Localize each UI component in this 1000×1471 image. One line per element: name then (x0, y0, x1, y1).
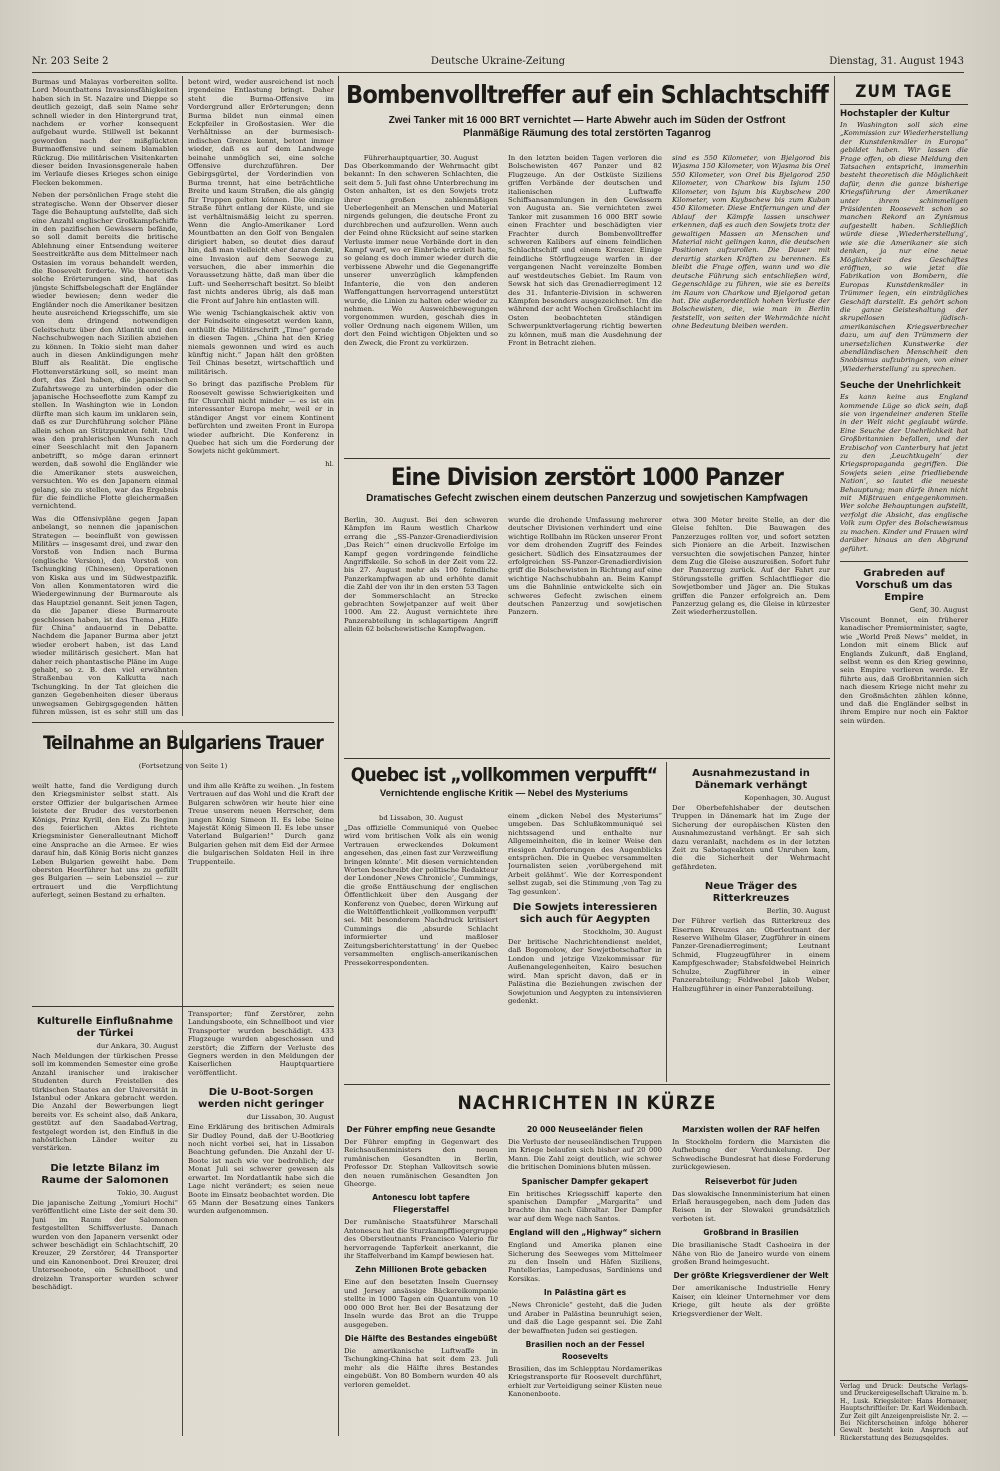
news-headline: Großbrand in Brasilien (703, 1228, 799, 1238)
article-text: In den letzten beiden Tagen verloren die Bolschewisten 467 Panzer und 82 Flugzeuge. An der Ostküste Siziliens griffen Verbände der deutschen und italienischen Luftwaffe Schiffsansammlungen in den Gewässern von Augusta an. Sie vernichteten zwei Tanker mit zusammen 16 000 BRT sowie einen Frachter und beschädigten vier Frachter durch Bombenvolltreffer schweren Kalibers auf einem feindlichen Schlachtschiff und einem Kreuzer. Einige feindliche Störflugzeuge warfen in der vergangenen Nacht vereinzelte Bomben auf westdeutsches Gebiet. Im Raum von Sewsk hat sich das Grenadierregiment 12 des 31. Infanterie-Division in schweren Kämpfen besonders ausgezeichnet. Um die während der acht Wochen Großschlacht im Osten beobachteten ständigen Schwerpunktverlagerung richtig bewerten zu können, muß man die Ausdehnung der Front in Betracht ziehen. (508, 154, 662, 347)
article-text: Wie wenig Tschiangkaischek aktiv von der Feindseite eingesetzt werden kann, enthüllt die Militärschrift „Time“ gerade in diesen Tagen. „China hat den Krieg niemals gewonnen und wird es auch künftig nicht.“ Japan hält den größten Teil Chinas besetzt, wirtschaftlich und militärisch. (188, 308, 334, 376)
article-text: Berlin, 30. August. Bei den schweren Kämpfen im Raum westlich Charkow errang die „SS-Panzer-Grenadierdivision ‚Das Reich‘“ einen druckvolle Erfolge im Kampf gegen vordringende feindliche Angriffskeile. So schoß in der Zeit vom 22. bis 27. August mehr als 100 feindliche Panzerkampfwagen ab und erhöhte damit die Zahl der von ihr in den ersten 53 Tagen der Sommerschlacht an Strecke gebrachten Sowjetpanzer auf weit über 1000. Am 22. August vernichtete ihre Panzerabteilung in schlagartigem Angriff allein 62 bolschewistische Kampfwagen. (344, 516, 498, 634)
section-rule (344, 458, 830, 459)
uboot-headline: Die U-Boot-Sorgen werden nicht geringer (198, 1087, 324, 1111)
column-divider (182, 76, 183, 716)
news-headline: In Palästina gärt es (543, 1288, 627, 1298)
news-headline: Antonescu lobt tapfere Fliegerstaffel (372, 1193, 470, 1215)
article-text: Die Verluste der neuseeländischen Truppen im Kriege belaufen sich bisher auf 20 000 Mann. Die Zahl zeigt deutlich, wie schwer die britischen Dominions bluten müssen. (508, 1138, 662, 1172)
section-rule (32, 722, 334, 723)
article-text: wurde die drohende Umfassung mehrerer deutscher Divisionen verhindert und eine wichtige Rollbahn im Rücken unserer Front vor dem drohenden Zugriff des Feindes gesichert. Südlich des Einsatzraumes der erfolgreichen SS-Panzer-Grenadierdivision griff die Bolschewisten in Richtung auf eine wichtige Nachschubbahn an. Beim Kampf um die Bahnlinie entwickelte sich ein schweres Gefecht zwischen einem deutschen Panzerzug und sowjetischen Panzern. (508, 516, 662, 617)
section-rule (344, 758, 830, 759)
bulgaria-col-2 (188, 782, 334, 1004)
column-2-lower (188, 1010, 334, 1436)
bulgaria-headline-block (32, 726, 334, 780)
news-brief-headline: NACHRICHTEN IN KÜRZE (457, 1092, 717, 1114)
article-text: betont wird, weder ausreichend ist noch irgendeine Entlastung bringt. Daher steht die Burma-Offensive im Vordergrund aller Erörterungen; denn Burma bildet nun einmal einen Eckpfeiler in Großostasien. Wer die Verhältnisse an der burmesisch-indischen Grenze kennt, betont immer wieder, daß es auf dem Landwege beinahe unmöglich sei, eine solche Offensive durchzuführen. Der Gebirgsgürtel, der Vorderindien von Burma trennt, hat eine beträchtliche Breite und kaum Straßen, die als gängig für Truppen gelten können. Die einzige Straße führt entlang der Küste, und sie ist verhältnismäßig leicht zu sperren. Wenn die Anglo-Amerikaner Lord Mountbatten an den Golf von Bengalen dirigiert haben, so deutet dies darauf hin, daß man vielleicht eher daran denkt, eine Invasion auf dem Seewege zu versuchen, die aber immerhin die Voraussetzung hätte, daß man über die Luft- und Seeherrschaft besitzt. So bleibt fast nichts anderes übrig, als daß man die Front auf Jahre hin entlasten will. (188, 78, 334, 305)
section-rule (32, 1006, 334, 1007)
paper-name: Deutsche Ukraine-Zeitung (430, 56, 566, 67)
lead-subheadline: Zwei Tanker mit 16 000 BRT vernichtet — Harte Abwehr auch im Süden der Ostfront (388, 115, 786, 126)
article-text: Der rumänische Staatsführer Marschall Antonescu hat die Sturzkampffliegergruppe des Oberstleutnants Francisco Valerio für hervorragende Tapferkeit anerkannt, die ihr Staffelverband im Kampf bewiesen hat. (344, 1218, 498, 1261)
article-text: weilt hatte, fand die Verdigung durch den Kriegsminister selbst statt. Als erster Offizier der bulgarischen Armee leistete der Bruder des verstorbenen Königs, Prinz Kyrill, den Eid. Zu Beginn des feierlichen Aktes richtete Kriegsminister Generalleutnant Michoff eine Ansprache an die Armee. Er wies darauf hin, daß König Boris nicht ganzes Leben Bulgarien geweiht habe. Dem obersten Heerführer hat uns zu gefüllt ges Bulgarien — sein Lebensziel — zur ertrauert und die Verpflichtung auferlegt, seinen Bestand zu erhalten. (32, 782, 178, 900)
news-headline: Brasilien noch an der Fessel Roosevelts (525, 1339, 645, 1361)
dateline: Berlin, 30. August (766, 907, 830, 916)
article-text: England und Amerika planen eine Sicherung des Seeweges vom Mittelmeer zu den Inseln und Häfen Siziliens, Pantellerias, Lampedusas, Sardiniens und Korsikas. (508, 1241, 662, 1283)
dateline: Genf, 30. August (909, 605, 968, 614)
bulgaria-subline: (Fortsetzung von Seite 1) (138, 762, 228, 770)
dateline: bd Lissabon, 30. August (378, 814, 464, 822)
article-text: „News Chronicle“ gesteht, daß die Juden und Araber in Palästina beunruhigt seien, und daß die Lage gespannt sei. Die Zahl der bewaffneten Juden sei gestiegen. (508, 1301, 662, 1335)
article-text: Transporter; fünf Zerstörer, zehn Landungsboote, ein Schnellboot und vier Transporter wurden beschädigt. 433 Flugzeuge wurden abgeschossen und zerstört; die Ziffern der Verluste des Gegners werden in den Meldungen der Kaiserlichen Hauptquartiere veröffentlicht. (188, 1010, 334, 1077)
editorial-text: In Washington soll sich eine „Kommission zur Wiederherstellung der Kunstdenkmäler in Europa“ gebildet haben. Wir lassen die Frage offen, ob diese Meldung den Tatsachen entspricht, immerhin besteht theoretisch die Möglichkeit dafür, denn die ganze bisherige Kriegsführung der Amerikaner unter ihrem schimmeligen Präsidenten Roosevelt schon so manchen Rekord an Zynismus aufgestellt haben. Schließlich würde diese ‚Wiederherstellung‘, wie sie die Amerikaner sie sich denken, ja nur eine neue Möglichkeit des Geschäftes eröffnen, so wie jetzt die Fabrikation von Bombern, die Europas Kunstdenkmäler in Trümmer legen, ein einträgliches Geschäft darstellt. Es gehört schon die ganze Geisteshaltung der skrupellosen jüdisch-amerikanischen Kriegsverbrecher dazu, um auf den Trümmern der unersetzlichen Kunstwerke der abendländischen Menschheit den Snobismus aufzubringen, von einer ‚Wiederherstellung‘ zu sprechen. (840, 121, 968, 373)
lead-subheadline: Planmäßige Räumung des total zerstörten Taganrog (463, 128, 711, 139)
division-col-3 (672, 516, 830, 756)
grabreden-headline: Grabreden auf Vorschuß um das Empire (855, 567, 953, 603)
dateline: Kopenhagen, 30. August (744, 794, 830, 802)
news-headline: Reiseverbot für Juden (704, 1176, 798, 1186)
quebec-col-1 (344, 812, 498, 1070)
column-divider (338, 76, 339, 1436)
division-col-1 (344, 516, 498, 756)
news-brief-header (344, 1088, 830, 1120)
article-text: Der Führer verlieh das Ritterkreuz des Eisernen Kreuzes an: Oberleutnant der Reserve Wilhelm Glaser, Zugführer in einem Panzer-Grenadierregiment; Leutnant Schmid, Flugzeugführer in einem Kampfgeschwader; Stabsfeldwebel Heinrich Schulze, Zugführer in einer Panzerabteilung; Feldwebel Jakob Weber, Halbzugführer in einer Panzerabteilung. (672, 917, 830, 993)
news-headline: England will den „Highway“ sichern (508, 1228, 662, 1238)
editorial-label: Hochstapler der Kultur (840, 109, 950, 119)
quebec-subheadline: Vernichtende englische Kritik — Nebel des Mysteriums (379, 788, 629, 799)
news-headline: Zehn Millionen Brote gebacken (355, 1265, 487, 1275)
article-text: So bringt das pazifische Problem für Roosevelt gewisse Schwierigkeiten und für Churchill nicht minder — es ist ein interessanter Europa mehr, weil er in ständiger Angst vor einem Kontinent befürchten und zweiten Front in Europa wieder aufbricht. Die Konferenz in Quebec hat sich um die Forderung der Sowjets nicht gekümmert. (188, 380, 334, 456)
article-text: In Stockholm fordern die Marxisten die Aufhebung der Verdunkelung. Der Schwedische Bundesrat hat diese Forderung zurückgewiesen. (672, 1138, 830, 1172)
denmark-headline: Ausnahmezustand in Dänemark verhängt (692, 768, 810, 791)
article-text: Nach Meldungen der türkischen Presse soll im kommenden Semester eine große Anzahl iranischer und irakischer Studenten durch Freistellen des türkischen Staates an der Universität in Istanbul oder Ankara gebracht werden. Die Anzahl der Bewerbungen liegt bereits vor. Es scheint also, daß Ankara, gestützt auf den Saadabad-Vertrag, festgelegt worden ist, den Einfluß in die nahöstlichen Länder weiter zu verstärken. (32, 1052, 178, 1153)
article-text: Burmas und Malayas vorbereiten sollte. Lord Mountbattens Invasionsfähigkeiten haben sich in St. Nazaire und Dieppe so deutlich gezeigt, daß sein Name sehr schnell wieder in den Hintergrund trat, nachdem er vorher konsequent aufgebaut wurde. Stillwell ist bekannt geworden nach der mißglückten Burmaoffensive und seinem blamablen Rückzug. Die militärischen Visitenkarten dieser beiden Invasionsgenerale haben im Verlaufe dieses Krieges schon einige Flecken bekommen. (32, 78, 178, 187)
column-2 (188, 78, 334, 716)
imprint-text: Verlag und Druck: Deutsche Verlags- und Druckereigesellschaft Ukraine m. b. H., Lusk. Kriegsleiter: Hans Hornauer, Hauptschriftleiter: Dr. Karl Weidenbach. Zur Zeit gilt Anzeigenpreisliste Nr. 2. — Bei Nichterscheinen infolge höherer Gewalt besteht kein Anspruch auf Rückerstattung des Bezugsgeldes. (840, 1383, 968, 1441)
dateline: dur Ankara, 30. August (96, 1042, 178, 1050)
column-right-mid (672, 762, 830, 1082)
news-col-2 (508, 1122, 662, 1436)
section-rule (344, 1084, 830, 1085)
article-text: und ihm alle Kräfte zu weihen. „In festem Vertrauen auf das Wohl und die Kraft der Bulgaren schwören wir heute hier eine Treue unserem neuen Herrscher, dem jungen König Simeon II. Es lebe Seine Majestät König Simeon II. Es lebe unser Vaterland Bulgarien!“ Durch ganz Bulgarien gehen mit dem Eid der Armee die bulgarischen Soldaten Heil in ihre Truppenteile. (188, 782, 334, 866)
zum-tage-column (840, 80, 968, 1440)
news-headline: Spanischer Dampfer gekapert (521, 1176, 649, 1186)
masthead (32, 56, 964, 73)
article-text: Ein britisches Kriegsschiff kaperte den spanischen Dampfer „Margarita“ und brachte ihn nach Gibraltar. Der Dampfer war auf dem Wege nach Santos. (508, 1189, 662, 1223)
quebec-col-2 (508, 812, 662, 1070)
division-col-2 (508, 516, 662, 756)
dateline: Stockholm, 30. August (582, 928, 662, 937)
editorial-text: Es kann keine aus England kommende Lüge so dick sein, daß sie von irgendeiner anderen Stelle in der Welt nicht geglaubt würde. Eine Seuche der Unehrlichkeit hat Großbritannien befallen, und der Erzbischof von Canterbury hat jetzt zu den ‚Leuchtkugeln‘ der Kriegspropaganda gegriffen. Die Sowjets seien ‚eine friedliebende Nation‘, so lautet die neueste Behauptung; man dürfe ihnen nicht mit Mißtrauen entgegenkommen. Wer solche Behauptungen aufstellt, verfolgt die Absicht, das englische Volk zum Opfer des Bolschewismus zu machen. Kinder und Frauen wird darüber hinaus an den Abgrund geführt. (840, 393, 968, 553)
division-subheadline: Dramatisches Gefecht zwischen einem deutschen Panzerzug und sowjetischen Kampfwagen (366, 493, 808, 504)
article-text: einem „dicken Nebel des Mysteriums“ umgeben. Das Schlußkommuniqué sei nichtssagend und enthalte nur Allgemeinheiten, die in keiner Weise den riesigen Anforderungen des Augenblicks entsprächen. Die in Quebec versammelten Journalisten seien ‚vorübergehend mit Arbeit gelähmt‘. Wie der Korrespondent selbst zugab, sei die Stimmung ‚von Tag zu Tag gesunken‘. (508, 812, 662, 896)
issue-number: Nr. 203 Seite 2 (32, 56, 109, 67)
article-text: Der Führer empfing in Gegenwart des Reichsaußenministers den neuen rumänischen Gesandten in Berlin, Professor Dr. Stephan Valkovitsch sowie den neuen rumänischen Gesandten Jon Gheorge. (344, 1138, 498, 1189)
imprint (840, 1380, 968, 1441)
article-text: Was die Offensivpläne gegen Japan anbelangt, so nennen die japanischen Strategen — beeinflußt von gewissen Militärs — insgesamt drei, und zwar den Vorstoß von Indien nach Burma (englische Version), den Vorstoß von Tschungking (Chinesen), Operationen von Kiska aus und im Südwestpazifik. Von allen Kommentatoren wird die Wiedergewinnung der Burmaroute als das Hauptziel genannt. Seit jenen Tagen, da die Japaner diese Burmaroute geschlossen haben, ist das Thema „Hilfe für China“ andauernd in Debatte. Nachdem die Japaner Burma aber jetzt wieder erobert haben, ist das Land wieder militärisch gesichert. Man hat daher reich phantastische Pläne im Auge gehabt, so z. B. den viel erwähnten Straßenbau von Kalkutta nach Tschungking. In der Tat gleichen die ganzen Gegebenheiten dieser überaus unwegsamen Gebirgsgegenden hätten führen müssen, ist es sehr still um das (32, 514, 178, 716)
dateline: dur Lissabon, 30. August (246, 1113, 334, 1122)
quebec-headline-block (344, 762, 664, 812)
solomon-headline: Die letzte Bilanz im Raume der Salomonen (41, 1162, 169, 1186)
column-divider (666, 762, 667, 1082)
article-text: „Das offizielle Communiqué von Quebec wird vom britischen Volk als ein wenig Vertrauen erweckendes Dokument angesehen, das ‚einen fast zur Verzweiflung bringen könnte‘. Mit diesen vernichtenden Worten beschreibt der politische Redakteur der Londoner ‚News Chronicle‘, Cummings, die große Enttäuschung der englischen Öffentlichkeit über den Ausgang der Konferenz von Quebec, deren Wirkung auf die Weltöffentlichkeit ‚vollkommen verpufft‘ sei. Mit besonderem Nachdruck kritisiert Cummings die ‚absurde Schlacht informierter und maßloser Zeitungsberichterstattung‘ in der Quebec versammelten englisch-amerikanischen Pressekorrespondenten. (344, 824, 498, 967)
article-text: Das slowakische Innenministerium hat einen Erlaß herausgegeben, nach dem Juden das Reisen in der Slowakei grundsätzlich verboten ist. (672, 1189, 830, 1223)
zum-tage-headline: ZUM TAGE (840, 80, 968, 105)
article-text: Der Oberbefehlshaber der deutschen Truppen in Dänemark hat im Zuge der Sicherung der europäischen Küsten den Ausnahmezustand verhängt. Er sah sich dazu veranlaßt, nachdem es in der letzten Zeit zu Sabotageakten und Unruhen kam, die die Sicherheit der Wehrmacht gefährdeten. (672, 804, 830, 871)
article-text: Der amerikanische Industrielle Henry Kaiser, ein kleiner Unternehmer vor dem Kriege, gilt heute als der größte Kriegsverdiener der Welt. (672, 1284, 830, 1318)
news-headline: Die Hälfte des Bestandes eingebüßt (344, 1333, 498, 1343)
article-text: Die brasilianische Stadt Cashoeira in der Nähe von Rio de Janeiro wurde von einem großen Brand heimgesucht. (672, 1241, 830, 1267)
article-text: Die amerikanische Luftwaffe in Tschungking-China hat seit dem 23. Juli mehr als die Hälfte ihres Bestandes eingebüßt. Von 80 Bombern wurden 40 als verloren gemeldet. (344, 1346, 498, 1389)
ritterkreuz-headline: Neue Träger des Ritterkreuzes (704, 881, 798, 905)
column-divider (182, 730, 183, 1436)
lead-col-1 (344, 154, 498, 454)
column-1-lower (32, 1010, 178, 1436)
article-text: Eine auf den besetzten Inseln Guernsey und Jersey ansässige Bäckereikompanie stellte in 1000 Tagen ein Quantum von 10 000 000 Brot her. Bei der Besatzung der Inseln wurde das Brot an die Truppe ausgegeben. (344, 1278, 498, 1329)
lead-col-3 (672, 154, 830, 454)
lead-headline: Bombenvolltreffer auf ein Schlachtschiff (346, 80, 828, 109)
article-text: etwa 300 Meter breite Stelle, an der die Gleise fehlten. Die Bauwagen des Panzerzuges rollten vor, und sofort setzten sich Pioniere an die Arbeit. Inzwischen versuchten die sowjetischen Panzer, hinter dem Zug die Gleise auszureißen. Sofort fuhr der Panzerzug zurück. Auf der Fahrt zur Störungsstelle griffen Schlachtflieger die Sowjetbomber und Jäger an. Die Stukas griffen die Panzer erfolgreich an. Dem Panzerzug gelang es, die Gleise in kürzester Zeit wiederherzustellen. (672, 516, 830, 617)
kultur-headline: Kulturelle Einflußnahme der Türkei (36, 1016, 174, 1039)
article-text: Brasilien, das im Schlepptau Nordamerikas Kriegstransporte für Roosevelt durchführt, erhielt zur Verteidigung seiner Küsten neue Kanonenboote. (508, 1364, 662, 1399)
issue-date: Dienstag, 31. August 1943 (829, 56, 964, 67)
bulgaria-col-1 (32, 782, 178, 1004)
sowjet-headline: Die Sowjets interessieren sich auch für Aegypten (512, 902, 658, 926)
editorial-label: Seuche der Unehrlichkeit (840, 381, 961, 392)
quebec-headline: Quebec ist „vollkommen verpufft“ (350, 764, 658, 786)
news-col-1 (344, 1122, 498, 1436)
division-headline: Eine Division zerstört 1000 Panzer (390, 463, 784, 491)
lead-col-2 (508, 154, 662, 454)
lead-headline-block (344, 80, 830, 150)
news-headline: Marxisten wollen der RAF helfen (682, 1125, 820, 1134)
signature: hl. (325, 459, 334, 468)
article-text: Eine Erklärung des britischen Admirals Sir Dudley Pound, daß der U-Bootkrieg noch nicht vorbei sei, hat in Lissabon Beachtung gefunden. Die Anzahl der U-Boote ist nach wie vor bedrohlich; der Monat Juli sei schwerer gewesen als erwartet. Im Nordatlantik habe sich die Lage nicht verändert; es seien neue Boote im Einsatz beobachtet worden. Die 65 Mann der Besatzung eines Tankers wurden aufgenommen. (188, 1123, 334, 1216)
article-text: Viscount Bonnet, ein früherer kanadischer Premierminister, sagte, wie „World Preß News“ meldet, in London mit einem Blick auf Englands Zukunft, daß England, selbst wenn es den Krieg gewinne, sein Empire verlieren werde. Er führte aus, daß Großbritannien sich nach diesem Kriege nicht mehr zu den Großmächten zählen könne, und daß die Engländer selbst in ihrem Empire nur noch ein Faktor sein würden. (840, 615, 968, 725)
news-headline: Der Führer empfing neue Gesandte (346, 1125, 496, 1134)
news-headline: 20 000 Neuseeländer fielen (526, 1125, 644, 1134)
column-1 (32, 78, 178, 716)
article-text: Der britische Nachrichtendienst meldet, daß Bogomolow, der Sowjetbotschafter in London und jetzige Vizekommissar für Außenangelegenheiten, Kairo besuchen wird. Man spricht davon, daß er in Palästina die Beziehungen zwischen der Sowjetunion und Aegypten zu intensivieren gedenkt. (508, 938, 662, 1005)
bulgaria-headline: Teilnahme an Bulgariens Trauer (42, 732, 324, 754)
column-divider (834, 76, 835, 1436)
news-col-3 (672, 1122, 830, 1436)
article-text: sind es 550 Kilometer, von Bjelgorod bis Wjasma 150 Kilometer, von Wjasma bis Orel 550 Kilometer, von Orel bis Bjelgorod 250 Kilometer, von Charkow bis Isjum 150 Kilometer, von Isjum bis Kuybschew 200 Kilometer, vom Kuybschew bis zum Kuban 450 Kilometer. Diese Entfernungen und der Ablauf der Kämpfe lassen unschwer erkennen, daß es auch den Sowjets trotz der gewaltigen Massen an Menschen und Material nicht gelingen kann, die deutschen Positionen aufzurollen. Die Dauer mit derartig starken Kräften zu berennen. Es bleibt die Frage offen, wann und wo die deutsche Führung sich entschließen wird, Gegenschläge zu führen, wie sie es bereits im Raum von Charkow und Bjelgorod getan hat. Die außerordentlich hohen Verluste der Bolschewisten, die, wie man in Berlin feststellt, von seiten der Wehrmächte nicht ohne Bedeutung bleiben werden. (672, 154, 830, 331)
division-headline-block (344, 462, 830, 512)
news-headline: Der größte Kriegsverdiener der Welt (673, 1271, 829, 1281)
dateline: Tokio, 30. August (117, 1188, 178, 1197)
article-text: Die japanische Zeitung „Yomiuri Hochi“ veröffentlicht eine Liste der seit dem 30. Juni im Raum der Salomonen festgestellten Schiffsverluste. Danach wurden von den Japanern versenkt oder schwer beschädigt ein Schlachtschiff, 20 Kreuzer, 29 Zerstörer, 44 Transporter und ein Kanonenboot. Drei Kreuzer, drei Unterseeboote, ein Schnellboot und dreizehn Transporter wurden schwer beschädigt. (32, 1198, 178, 1291)
article-text: Das Oberkommando der Wehrmacht gibt bekannt: In den schweren Schlachten, die seit dem 5. Juli fast ohne Unterbrechung im Osten anhalten, ist es den Sowjets trotz ihrer großen zahlenmäßigen Ueberlegenheit an Menschen und Material nirgends gelungen, die deutsche Front zu durchbrechen und aufzurollen. Wenn auch der Feind ohne Rücksicht auf seine starken Verluste immer neue Verbände dort in den Kampf warf, wo er Einbrüche erzielt hatte, so gelang es doch immer wieder durch die verbissene Abwehr und die Gegenangriffe unserer unverzüglich kämpfenden Infanterie, die von den anderen Waffengattungen hervorragend unterstützt wurde, die Linien zu halten oder wieder zu nehmen. Wo Ausweichbewegungen vorgenommen wurden, geschah dies in voller Ordnung nach eigenem Willen, um dort den Feind wichtigen Objekten und so den Zweck, die Front zu verkürzen. (344, 162, 498, 347)
article-text: Neben der persönlichen Frage steht die strategische. Wenn der Observer dieser Tage die Behauptung aufstellte, daß sich eine Anzahl englischer Großkampfschiffe in den pazifischen Gewässern befände, so soll damit bereits die britische Ablehnung einer Entsendung weiterer Seestreitkräfte aus dem Mittelmeer nach Ostasien im voraus behandelt werden, die Roosevelt forderte. Wie theoretisch solche Erörterungen sind, hat das jüngste Schiffsbelegschaft der Engländer wieder bewiesen; denn weder die Engländer noch die Amerikaner besitzen heute ausreichend Kriegsschiffe, um sie von dem dringend notwendigen Geleitschutz über den Atlantik und den Nachschubwegen nach Sizilien abziehen zu können. In Tokio sieht man daher auch in diesen Ankündigungen mehr Bluff als Realität. Die englische Flottenverstärkung soll, so meint man dort, das Ziel haben, die japanischen Zufahrtswege zu unterbinden oder die japanische Hochseeflotte zum Kampf zu stellen. In Washington wie in London dürfte man sich kaum im unklaren sein, daß es zur Durchführung solcher Pläne allein schon an Stützpunkten fehlt. Und was den prahlerischen Wunsch nach einer Seeschlacht mit den Japanern anbetrifft, so möge daran erinnert werden, daß sowohl die Engländer wie die Amerikaner stets ausweichen, versuchten. Wo es den Japanern einmal gelang, sie zu stellen, war das Ergebnis für die feindliche Flotte gleichermaßen vernichtend. (32, 191, 178, 511)
dateline: Führerhauptquartier, 30. August (363, 154, 479, 162)
